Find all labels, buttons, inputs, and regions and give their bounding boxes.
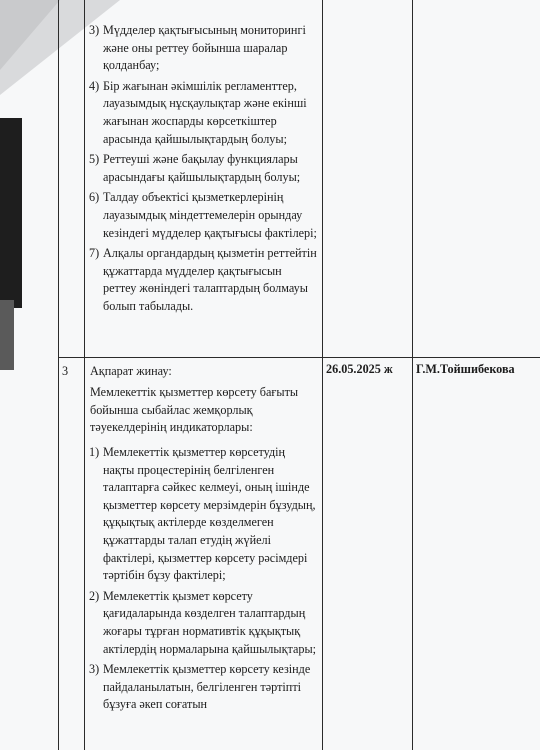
table-border-col3 <box>412 0 413 750</box>
list-item: 3) Мемлекеттік қызметтер көрсету кезінде пайдаланылатын, белгіленген тәртіпті бұзуға әкеп соғатын <box>89 662 311 712</box>
table-row-divider <box>58 357 540 358</box>
risk-list-top <box>89 22 317 319</box>
list-item: 3) Мүдделер қақтығысының мониторингі және оны реттеу бойынша шаралар қолданбау; <box>89 23 306 73</box>
table-border-col1 <box>84 0 85 750</box>
list-item: 2) Мемлекеттік қызмет көрсету қағидаларында көзделген талаптардың жоғары тұрған нормативтік құқықтық актілердің нормаларына қайшылықтары; <box>89 588 317 656</box>
list-item: 4) Бір жағынан әкімшілік регламенттер, лауазымдық нұсқаулықтар және екінші жағынан жоспарды көрсеткіштер арасында қайшылықтардың болуы; <box>89 78 307 146</box>
deadline-date: 26.05.2025 ж <box>326 362 393 376</box>
page-fold-shadow <box>0 0 60 70</box>
risk-list-row3 <box>89 444 317 717</box>
list-item: 7) Алқалы органдардың қызметін реттейтін құжаттарда мүдделер қақтығысын реттеу жөніндегі талаптардың болмауы болып табылады. <box>89 246 317 313</box>
responsible-person: Г.М.Тойшибекова <box>416 362 515 376</box>
list-item: 5) Реттеуші және бақылау функциялары арасындағы қайшылықтардың болуы; <box>89 152 301 184</box>
list-item: 6) Талдау объектісі қызметкерлерінің лауазымдық міндеттемелерін орындау кезіндегі мүдделер қақтығысы фактілері; <box>89 190 317 240</box>
background-edge <box>0 118 22 308</box>
table-border-col2 <box>322 0 323 750</box>
table-border-left <box>58 0 59 750</box>
row-intro: Мемлекеттік қызметтер көрсету бағыты бойынша сыбайлас жемқорлық тәуекелдерінің индикаторлары: <box>90 385 299 435</box>
row-number: 3 <box>62 364 69 378</box>
row-heading: Ақпарат жинау: <box>90 364 172 378</box>
list-item: 1) Мемлекеттік қызметтер көрсетудің нақты процестерінің белгіленген талаптарға сәйкес келмеуі, оның ішінде қызметтер көрсету мерзімдерін бұзудың, құқықтық актілерде көзделмеген құжаттарды талап етудің жүйелі фактілері, қызметтер көрсету рәсімдері тәртібін бұзу фактілері; <box>89 445 316 583</box>
background-edge-lower <box>0 300 14 370</box>
